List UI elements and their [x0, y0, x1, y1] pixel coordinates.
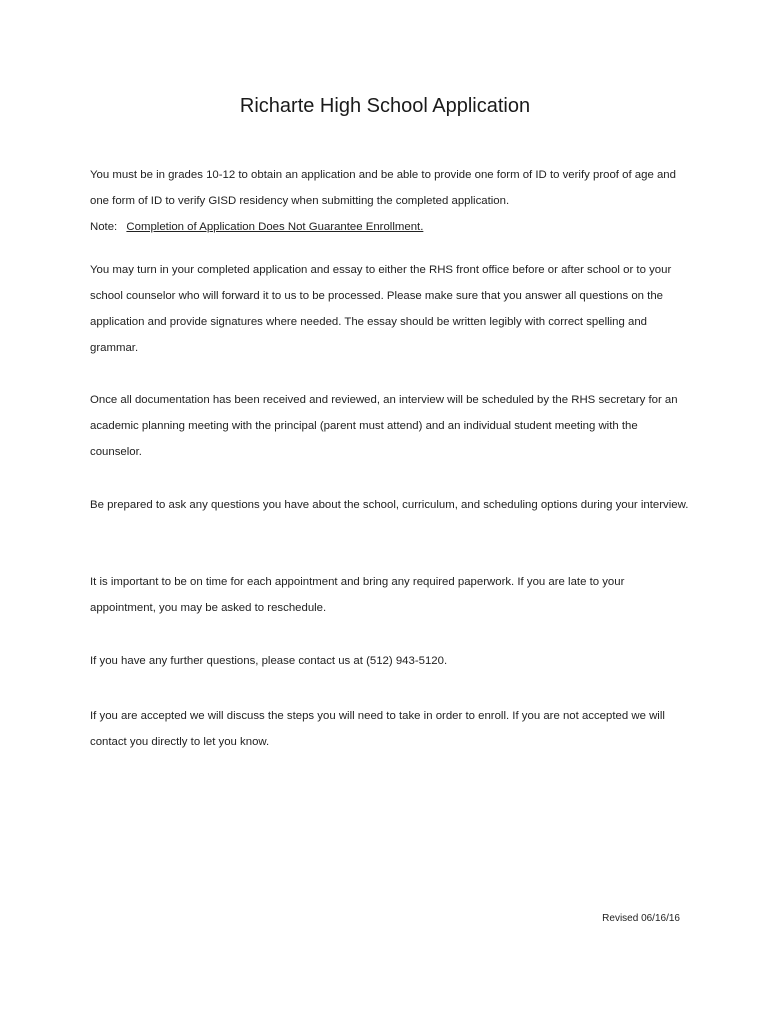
revision-date: Revised 06/16/16 — [602, 913, 680, 924]
paragraph-eligibility-text: You must be in grades 10-12 to obtain an application and be able to provide one form of ID to verify proof of age and one form of ID to verify GISD residency when submitting the completed application. — [90, 169, 676, 207]
paragraph-punctuality: It is important to be on time for each appointment and bring any required paperwork. If you are late to your appointment, you may be asked to reschedule. — [90, 576, 625, 614]
paragraph-interview-scheduling: Once all documentation has been received and reviewed, an interview will be scheduled by the RHS secretary for an academic planning meeting with the principal (parent must attend) and an individual student meeting with the counselor. — [90, 394, 678, 458]
paragraph-eligibility — [90, 162, 690, 240]
note-label: Note: — [90, 221, 118, 233]
page-title: Richarte High School Application — [239, 95, 531, 117]
paragraph-contact: If you have any further questions, please contact us at (512) 943-5120. — [90, 655, 448, 667]
paragraph-acceptance: If you are accepted we will discuss the steps you will need to take in order to enroll. If you are not accepted we will contact you directly to let you know. — [90, 710, 665, 748]
paragraph-prepare-questions: Be prepared to ask any questions you have about the school, curriculum, and scheduling options during your interview. — [90, 499, 689, 511]
note-text: Completion of Application Does Not Guarantee Enrollment. — [126, 221, 424, 233]
paragraph-submission: You may turn in your completed application and essay to either the RHS front office before or after school or to your school counselor who will forward it to us to be processed. Please make sure that you answer all questions on the application and provide signatures where needed. The essay should be written legibly with correct spelling and grammar. — [90, 264, 672, 354]
